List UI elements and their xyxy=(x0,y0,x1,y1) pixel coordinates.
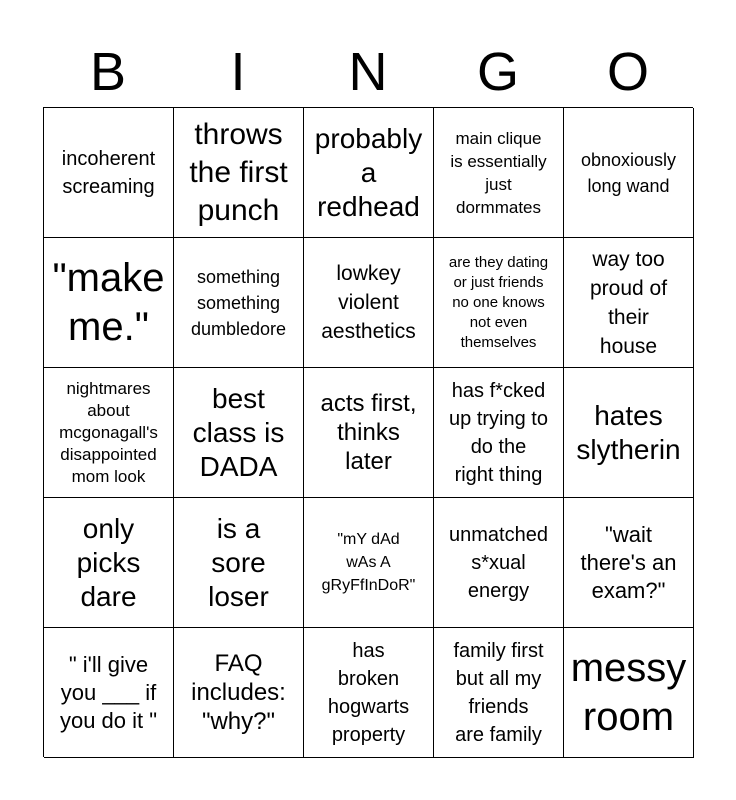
bingo-cell[interactable] xyxy=(434,498,564,628)
bingo-cell-text: probably a redhead xyxy=(314,122,423,222)
bingo-cell-text: "mY dAd wAs A gRyFfInDoR" xyxy=(321,531,416,594)
bingo-cell-text: main clique is essentially just dormmates xyxy=(450,128,547,217)
header-letter-g: G xyxy=(476,42,519,102)
bingo-cell[interactable] xyxy=(434,238,564,368)
bingo-cell-text: " i'll give you ___ if you do it " xyxy=(59,651,158,733)
bingo-cell-text: hates slytherin xyxy=(576,399,681,465)
bingo-cell-text: "make me." xyxy=(52,255,165,349)
bingo-cell[interactable] xyxy=(44,108,174,238)
bingo-header xyxy=(43,40,693,104)
bingo-cell-text: throws the first punch xyxy=(189,117,288,227)
bingo-cell[interactable] xyxy=(564,628,694,758)
bingo-cell[interactable] xyxy=(174,498,304,628)
bingo-cell[interactable] xyxy=(304,368,434,498)
bingo-cell[interactable] xyxy=(434,368,564,498)
bingo-cell-text: unmatched s*xual energy xyxy=(449,523,548,602)
bingo-cell-text: is a sore loser xyxy=(208,512,269,612)
bingo-cell[interactable] xyxy=(174,108,304,238)
bingo-cell[interactable] xyxy=(304,238,434,368)
bingo-cell-text: has broken hogwarts property xyxy=(327,639,410,746)
bingo-cell[interactable] xyxy=(44,498,174,628)
bingo-cell-text: lowkey violent aesthetics xyxy=(321,262,416,343)
header-letter-i: I xyxy=(230,42,246,102)
bingo-cell-text: way too proud of their house xyxy=(589,247,668,358)
bingo-cell[interactable] xyxy=(304,108,434,238)
bingo-cell-text: FAQ includes: "why?" xyxy=(191,650,286,735)
bingo-cell[interactable] xyxy=(304,628,434,758)
bingo-cell[interactable] xyxy=(44,368,174,498)
bingo-cell-text: incoherent screaming xyxy=(61,147,156,198)
bingo-cell[interactable] xyxy=(174,368,304,498)
bingo-cell[interactable] xyxy=(564,498,694,628)
bingo-cell[interactable] xyxy=(304,498,434,628)
bingo-cell[interactable] xyxy=(174,238,304,368)
header-letter-b: B xyxy=(89,42,127,102)
bingo-cell[interactable] xyxy=(564,368,694,498)
bingo-cell-text: only picks dare xyxy=(76,512,141,612)
bingo-cell-text: messy room xyxy=(570,645,687,739)
bingo-cell[interactable] xyxy=(44,628,174,758)
header-letter-o: O xyxy=(606,42,649,102)
bingo-cell[interactable] xyxy=(174,628,304,758)
header-letter-n: N xyxy=(348,42,388,102)
bingo-cell-text: acts first, thinks later xyxy=(320,390,417,475)
bingo-cell-text: obnoxiously long wand xyxy=(580,149,677,196)
bingo-cell-text: family first but all my friends are family xyxy=(453,639,544,746)
bingo-cell-text: are they dating or just friends no one knows not even themselves xyxy=(448,253,549,351)
bingo-cell-text: "wait there's an exam?" xyxy=(580,521,677,603)
bingo-cell[interactable] xyxy=(44,238,174,368)
bingo-cell[interactable] xyxy=(564,108,694,238)
bingo-card-grid xyxy=(43,107,693,757)
bingo-cell[interactable] xyxy=(434,108,564,238)
bingo-cell-text: best class is DADA xyxy=(192,382,285,482)
bingo-cell[interactable] xyxy=(564,238,694,368)
bingo-cell-text: nightmares about mcgonagall's disappointed mom look xyxy=(59,378,158,486)
bingo-cell-text: something something dumbledore xyxy=(190,266,287,339)
bingo-cell-text: has f*cked up trying to do the right thing xyxy=(449,379,548,486)
bingo-cell[interactable] xyxy=(434,628,564,758)
